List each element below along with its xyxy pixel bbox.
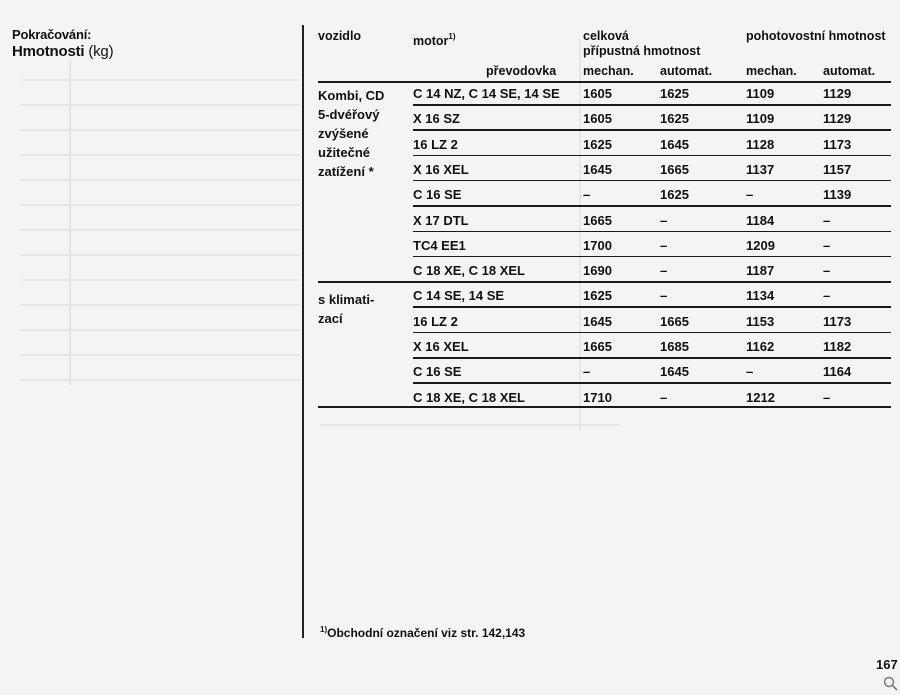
cell-total-mechan: 1710	[583, 389, 612, 405]
cell-total-automat: –	[660, 288, 668, 304]
cell-operating-mechan: 1162	[746, 339, 775, 354]
row-separator	[413, 382, 891, 384]
heading-text: Hmotnosti	[12, 43, 85, 60]
header-vozidlo: vozidlo	[318, 29, 362, 43]
continued-label: Pokračování:	[12, 27, 92, 42]
cell-total-automat: 1665	[660, 313, 689, 329]
header-mechan-operating: mechan.	[746, 64, 797, 78]
cell-total-mechan: –	[583, 187, 591, 203]
row-separator	[413, 357, 891, 359]
cell-operating-mechan: –	[746, 364, 754, 380]
row-separator	[413, 104, 891, 106]
cell-operating-automat: 1164	[823, 364, 852, 380]
cell-motor: C 16 SE	[413, 187, 462, 203]
cell-total-mechan: 1605	[583, 111, 612, 127]
cell-operating-automat: 1173	[823, 136, 852, 152]
cell-operating-automat: –	[823, 237, 831, 253]
cell-operating-mechan: 1134	[746, 288, 775, 304]
cell-total-automat: 1645	[660, 364, 689, 380]
page-title	[12, 43, 297, 60]
row-separator	[413, 205, 891, 207]
table-bottom-rule	[318, 406, 891, 408]
cell-total-mechan: 1625	[583, 136, 612, 152]
cell-motor: C 16 SE	[413, 364, 462, 380]
cell-total-mechan: 1700	[583, 237, 612, 253]
cell-operating-mechan: 1137	[746, 161, 775, 177]
cell-motor: C 14 NZ, C 14 SE, 14 SE	[413, 86, 560, 101]
cell-total-automat: 1645	[660, 136, 689, 152]
cell-total-mechan: 1605	[583, 86, 612, 101]
cell-total-automat: 1625	[660, 111, 689, 127]
header-prevodovka: převodovka	[486, 64, 557, 78]
cell-motor: C 18 XE, C 18 XEL	[413, 263, 525, 279]
cell-total-mechan: 1625	[583, 288, 612, 304]
cell-operating-mechan: 1212	[746, 389, 775, 405]
page-number: 167	[876, 657, 898, 672]
header-mechan-total: mechan.	[583, 64, 634, 78]
header-motor-footnote-mark: 1)	[448, 32, 456, 41]
cell-operating-automat: 1139	[823, 187, 852, 203]
cell-operating-mechan: 1153	[746, 313, 775, 329]
cell-operating-mechan: 1187	[746, 263, 775, 279]
heading-unit: (kg)	[88, 43, 114, 60]
cell-total-mechan: 1690	[583, 263, 612, 279]
section-heading-block	[12, 27, 297, 60]
cell-total-automat: 1625	[660, 86, 689, 101]
cell-operating-mechan: 1109	[746, 86, 775, 101]
cell-total-automat: –	[660, 212, 668, 228]
row-separator	[413, 129, 891, 131]
cell-operating-automat: 1129	[823, 111, 852, 127]
cell-motor: 16 LZ 2	[413, 313, 458, 329]
cell-total-mechan: 1645	[583, 161, 612, 177]
footnote-mark: 1)	[320, 625, 328, 634]
cell-motor: TC4 EE1	[413, 237, 466, 253]
cell-operating-automat: –	[823, 288, 831, 304]
cell-operating-mechan: 1128	[746, 136, 775, 152]
cell-operating-mechan: 1109	[746, 111, 775, 127]
footnote	[320, 625, 525, 640]
cell-operating-mechan: –	[746, 187, 754, 203]
cell-total-mechan: –	[583, 364, 591, 380]
cell-total-automat: –	[660, 389, 668, 405]
cell-total-mechan: 1665	[583, 212, 612, 228]
cell-motor: C 18 XE, C 18 XEL	[413, 389, 525, 405]
row-separator	[413, 256, 891, 258]
group-label-klimatizace: s klimati- zací	[318, 292, 375, 326]
cell-motor: X 17 DTL	[413, 212, 469, 228]
cell-motor: C 14 SE, 14 SE	[413, 288, 505, 304]
cell-operating-automat: 1173	[823, 313, 852, 329]
magnifier-icon	[882, 676, 900, 692]
row-separator	[413, 180, 891, 182]
cell-total-automat: –	[660, 237, 668, 253]
header-rule	[318, 81, 891, 83]
header-celkova-line2: přípustná hmotnost	[583, 44, 701, 58]
group-label-kombi: Kombi, CD 5-dvéřový zvýšené užitečné zatížení *	[318, 88, 385, 179]
cell-total-automat: –	[660, 263, 668, 279]
cell-operating-automat: –	[823, 389, 831, 405]
cell-motor: X 16 XEL	[413, 161, 469, 177]
cell-motor: X 16 XEL	[413, 339, 469, 354]
cell-total-automat: 1685	[660, 339, 689, 354]
cell-operating-automat: 1182	[823, 339, 852, 354]
cell-motor: X 16 SZ	[413, 111, 460, 127]
header-pohotovostni: pohotovostní hmotnost	[746, 29, 886, 43]
header-motor	[413, 29, 456, 49]
row-separator	[413, 306, 891, 308]
cell-operating-mechan: 1184	[746, 212, 775, 228]
row-separator	[413, 231, 891, 233]
group-separator	[318, 281, 891, 283]
cell-operating-automat: –	[823, 212, 831, 228]
header-automat-operating: automat.	[823, 64, 876, 78]
header-automat-total: automat.	[660, 64, 713, 78]
cell-total-mechan: 1665	[583, 339, 612, 354]
header-motor-text: motor	[413, 34, 449, 48]
cell-operating-automat: 1129	[823, 86, 852, 101]
header-celkova-line1: celková	[583, 29, 629, 43]
footnote-text: Obchodní označení viz str. 142,143	[327, 626, 526, 640]
cell-operating-automat: 1157	[823, 161, 852, 177]
cell-operating-mechan: 1209	[746, 237, 775, 253]
cell-total-automat: 1665	[660, 161, 689, 177]
row-separator	[413, 155, 891, 157]
column-divider	[302, 25, 304, 638]
cell-motor: 16 LZ 2	[413, 136, 458, 152]
cell-total-automat: 1625	[660, 187, 689, 203]
cell-operating-automat: –	[823, 263, 831, 279]
row-separator	[413, 332, 891, 334]
cell-total-mechan: 1645	[583, 313, 612, 329]
